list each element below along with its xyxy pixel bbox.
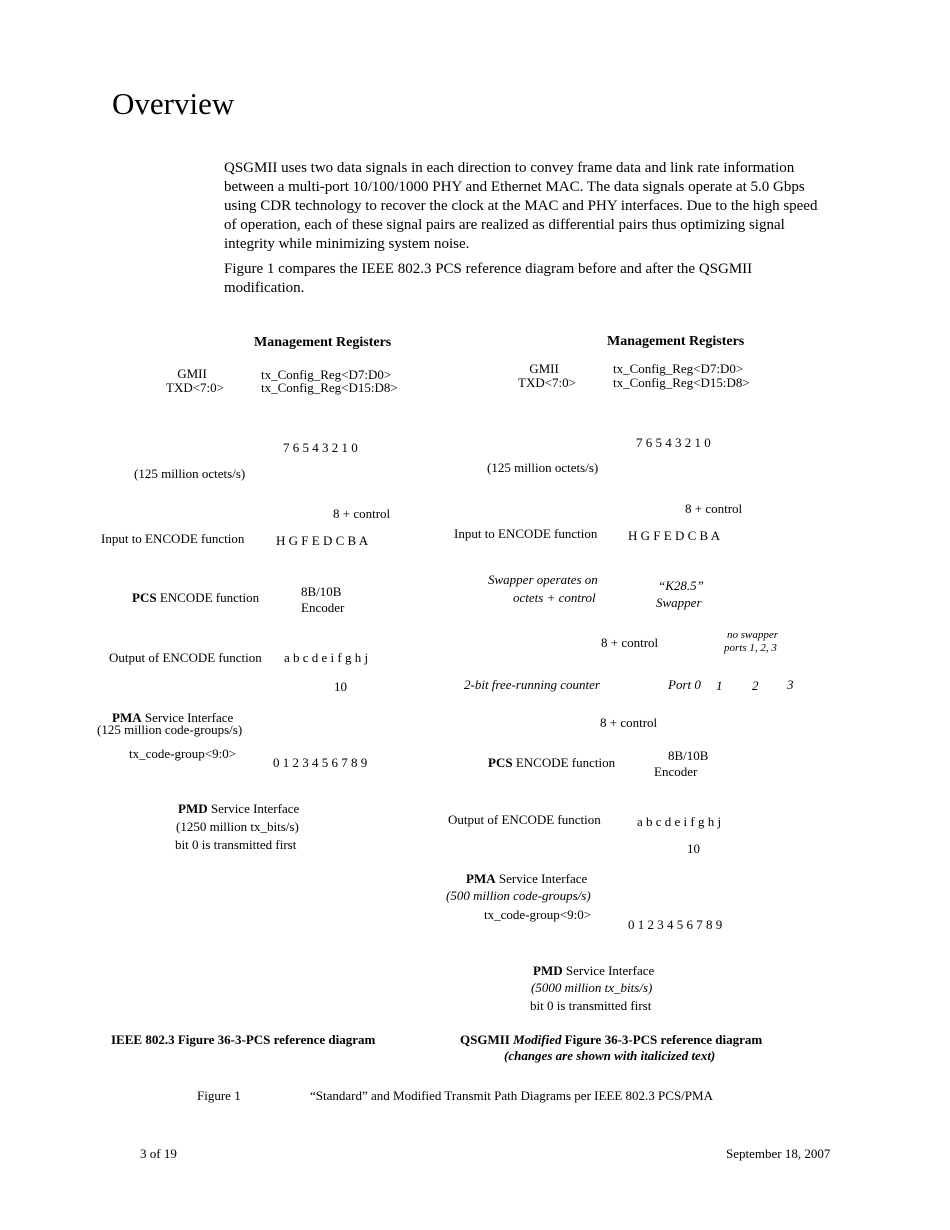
left-octet-letters: H G F E D C B A xyxy=(276,533,369,548)
left-control-label: 8 + control xyxy=(333,506,391,521)
port-0-label: Port 0 xyxy=(668,677,701,692)
left-octet-rate: (125 million octets/s) xyxy=(134,466,246,481)
left-pma-rate: (125 million code-groups/s) xyxy=(97,722,243,737)
figure-number: Figure 1 xyxy=(197,1088,241,1103)
left-bit-order: 7 6 5 4 3 2 1 0 xyxy=(283,440,358,455)
right-encode-output-label: Output of ENCODE function xyxy=(448,812,601,827)
left-pcs-encode-label: PCS ENCODE function xyxy=(132,590,260,605)
right-figure-caption: QSGMII Modified Figure 36-3-PCS reference diagram xyxy=(460,1032,763,1047)
right-encode-input-label: Input to ENCODE function xyxy=(454,526,598,541)
left-code-digits: 0 1 2 3 4 5 6 7 8 9 xyxy=(273,755,368,770)
left-config-reg-high: tx_Config_Reg<D15:D8> xyxy=(261,380,398,395)
page-title: Overview xyxy=(112,86,235,121)
port-3-label: 3 xyxy=(787,677,794,692)
right-pma-interface-label: PMA Service Interface xyxy=(466,871,588,886)
right-pmd-rate: (5000 million tx_bits/s) xyxy=(531,980,653,995)
right-encoder-line1: 8B/10B xyxy=(668,748,709,763)
right-tx-code-group: tx_code-group<9:0> xyxy=(484,907,592,922)
k285-label: “K28.5” xyxy=(658,578,704,593)
right-control-label-3: 8 + control xyxy=(600,715,658,730)
page-date: September 18, 2007 xyxy=(726,1146,831,1161)
swapper-label: Swapper xyxy=(656,595,702,610)
right-txd-label: TXD<7:0> xyxy=(518,375,576,390)
right-control-label-2: 8 + control xyxy=(601,635,659,650)
right-mgmt-registers-label: Management Registers xyxy=(607,334,745,349)
no-swapper-line1: no swapper xyxy=(727,629,779,641)
overview-paragraph-2: Figure 1 compares the IEEE 802.3 PCS reference diagram before and after the QSGMII modification. xyxy=(224,261,753,296)
left-figure-caption: IEEE 802.3 Figure 36-3-PCS reference diagram xyxy=(111,1032,376,1047)
left-gmii-label: GMII xyxy=(177,366,207,381)
left-encoder-line2: Encoder xyxy=(301,600,345,615)
left-bit0-note: bit 0 is transmitted first xyxy=(175,837,297,852)
left-pma-interface-label: PMA Service Interface xyxy=(112,710,234,725)
left-config-reg-low: tx_Config_Reg<D7:D0> xyxy=(261,367,392,382)
port-1-label: 1 xyxy=(716,678,723,693)
right-config-reg-low: tx_Config_Reg<D7:D0> xyxy=(613,361,744,376)
left-code-bits: a b c d e i f g h j xyxy=(284,650,369,665)
figure-description: “Standard” and Modified Transmit Path Diagrams per IEEE 802.3 PCS/PMA xyxy=(310,1088,713,1103)
right-figure-caption-note: (changes are shown with italicized text) xyxy=(504,1048,716,1063)
overview-paragraph-1: QSGMII uses two data signals in each direction to convey frame data and link rate information between a multi-port 10/100/1000 PHY and Ethernet MAC. The data signals operate at 5.0 Gbps using CDR technology to recover the clock at the MAC and PHY interfaces. Due to the high speed of operation, each of these signal pairs are realized as differential pairs thus optimizing signal integrity while minimizing system noise. xyxy=(224,160,818,252)
right-octet-letters: H G F E D C B A xyxy=(628,528,721,543)
right-gmii-label: GMII xyxy=(529,361,559,376)
free-running-counter-label: 2-bit free-running counter xyxy=(464,677,600,692)
right-encoder-line2: Encoder xyxy=(654,764,698,779)
right-bit0-note: bit 0 is transmitted first xyxy=(530,998,652,1013)
left-encoder-line1: 8B/10B xyxy=(301,584,342,599)
left-pmd-rate: (1250 million tx_bits/s) xyxy=(176,819,299,834)
right-code-digits: 0 1 2 3 4 5 6 7 8 9 xyxy=(628,917,723,932)
right-bit-order: 7 6 5 4 3 2 1 0 xyxy=(636,435,711,450)
port-2-label: 2 xyxy=(752,678,759,693)
no-swapper-line2: ports 1, 2, 3 xyxy=(724,642,777,654)
right-pcs-encode-label: PCS ENCODE function xyxy=(488,755,616,770)
left-mgmt-registers-label: Management Registers xyxy=(254,335,392,350)
left-encode-input-label: Input to ENCODE function xyxy=(101,531,245,546)
right-width-10: 10 xyxy=(687,841,700,856)
right-code-bits: a b c d e i f g h j xyxy=(637,814,722,829)
left-width-10: 10 xyxy=(334,679,347,694)
right-octet-rate: (125 million octets/s) xyxy=(487,460,599,475)
page-number: 3 of 19 xyxy=(140,1146,177,1161)
swapper-operates-line2: octets + control xyxy=(513,590,596,605)
right-pma-rate: (500 million code-groups/s) xyxy=(446,888,591,903)
left-txd-label: TXD<7:0> xyxy=(166,380,224,395)
right-control-label: 8 + control xyxy=(685,501,743,516)
right-pmd-interface-label: PMD Service Interface xyxy=(533,963,655,978)
left-tx-code-group: tx_code-group<9:0> xyxy=(129,746,237,761)
left-pmd-interface-label: PMD Service Interface xyxy=(178,801,300,816)
swapper-operates-line1: Swapper operates on xyxy=(488,572,598,587)
right-config-reg-high: tx_Config_Reg<D15:D8> xyxy=(613,375,750,390)
left-encode-output-label: Output of ENCODE function xyxy=(109,650,262,665)
